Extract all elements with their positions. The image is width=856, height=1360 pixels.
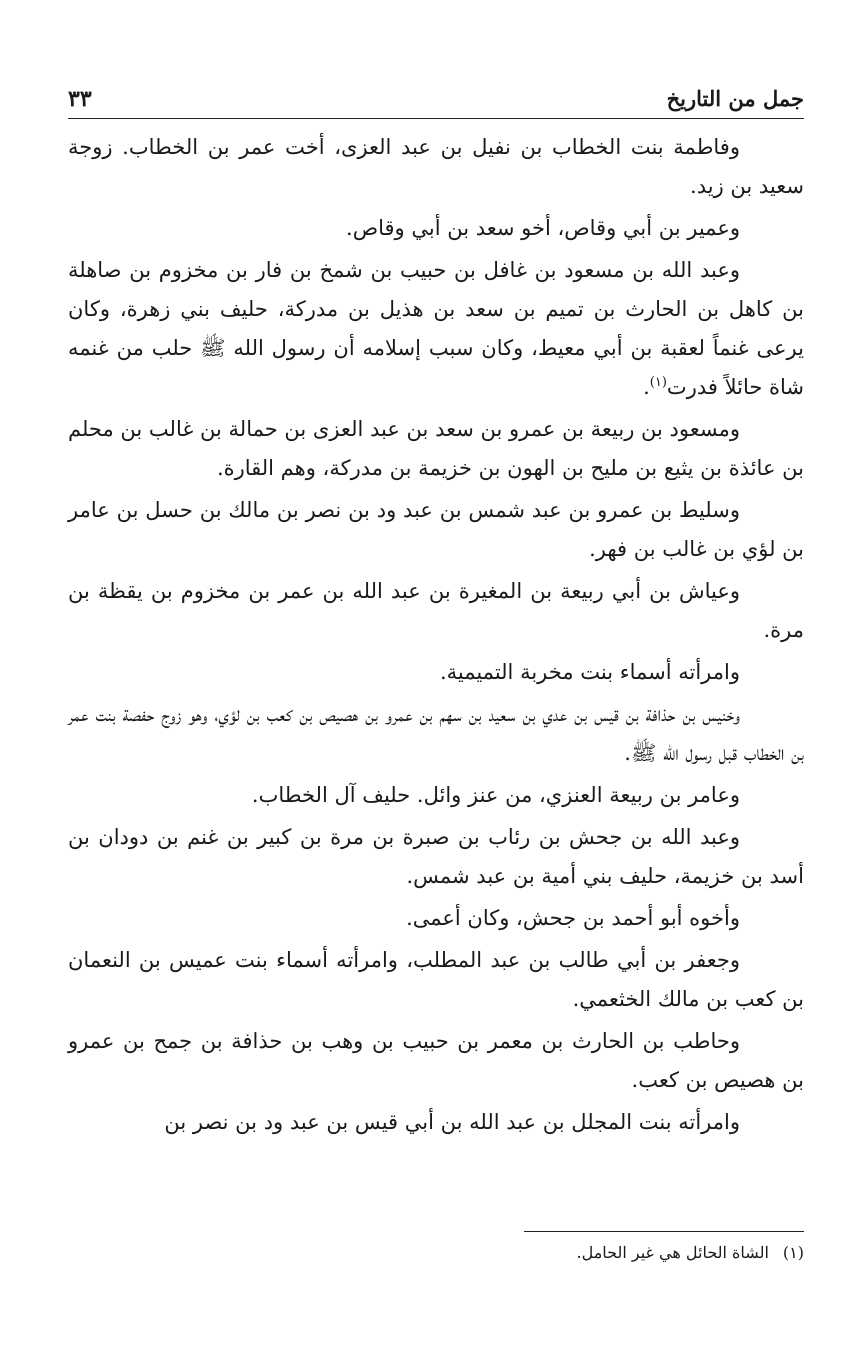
paragraph-abu-ahmad: وأخوه أبو أحمد بن جحش، وكان أعمى.: [406, 906, 740, 930]
paragraph-abdullah-ibn-jahsh: وعبد الله بن جحش بن رئاب بن صبرة بن مرة بن كبير بن غنم بن دودان بن أسد بن خزيمة، حليف بني أمية بن عبد شمس.: [68, 825, 804, 888]
paragraph-fatima: وفاطمة بنت الخطاب بن نفيل بن عبد العزى، أخت عمر بن الخطاب. زوجة سعيد بن زيد.: [68, 135, 804, 198]
paragraph-jafar: وجعفر بن أبي طالب بن عبد المطلب، وامرأته أسماء بنت عميس بن النعمان بن كعب بن مالك الخثعمي.: [68, 948, 804, 1011]
paragraph-asma-bint-mukharriba: وامرأته أسماء بنت مخربة التميمية.: [439, 660, 740, 684]
paragraph-umayr: وعمير بن أبي وقاص، أخو سعد بن أبي وقاص.: [346, 216, 740, 240]
body-text: [68, 128, 804, 1145]
paragraph-amir-ibn-rabia: وعامر بن ربيعة العنزي، من عنز وائل. حليف آل الخطاب.: [251, 783, 740, 807]
running-title: جمل من التاريخ: [666, 86, 804, 111]
paragraph-khunays: وخنيس بن حذافة بن قيس بن عدي بن سعيد بن سهم بن عمرو بن هصيص بن كعب بن لؤي، وهو زوج حفصة بنت عمر بن الخطاب قبل رسول الله ﷺ.: [68, 702, 804, 765]
footnote-marker: (١): [782, 1243, 804, 1262]
paragraph-ayyash: وعياش بن أبي ربيعة بن المغيرة بن عبد الله بن عمر بن مخزوم بن يقظة بن مرة.: [68, 579, 804, 642]
footnote-rule: [524, 1231, 804, 1232]
page-header: [68, 84, 804, 120]
paragraph-abdullah-ibn-masud: [68, 251, 804, 410]
paragraph-masud-ibn-rabia: ومسعود بن ربيعة بن عمرو بن سعد بن عبد العزى بن حمالة بن غالب بن محلم بن عائذة بن يثيع بن مليح بن الهون بن خزيمة بن مدركة، وهم القارة.: [68, 417, 804, 480]
paragraph-end-mark: .: [643, 375, 650, 399]
footnote-text: الشاة الحائل هي غير الحامل.: [576, 1243, 769, 1262]
page-number: ٣٣: [68, 86, 92, 112]
paragraph-abdullah-ibn-masud-text: وعبد الله بن مسعود بن غافل بن حبيب بن شمخ بن فار بن مخزوم بن صاهلة بن كاهل بن الحارث بن تميم بن سعد بن هذيل بن مدركة، حليف بني زهرة، وكان يرعى غنماً لعقبة بن أبي معيط، وكان سبب إسلامه أن رسول الله ﷺ حلب من غنمه شاة حائلاً فدرت: [68, 258, 804, 399]
paragraph-hatib: وحاطب بن الحارث بن معمر بن حبيب بن وهب بن حذافة بن جمح بن عمرو بن هصيص بن كعب.: [68, 1029, 804, 1092]
header-rule: [68, 118, 804, 119]
paragraph-bint-al-mujallal: وامرأته بنت المجلل بن عبد الله بن أبي قيس بن عبد ود بن نصر بن: [164, 1110, 740, 1134]
footnote-reference: (١): [649, 375, 667, 390]
footnote: [68, 1240, 804, 1266]
paragraph-salit: وسليط بن عمرو بن عبد شمس بن عبد ود بن نصر بن مالك بن حسل بن عامر بن لؤي بن غالب بن فهر.: [68, 498, 804, 561]
